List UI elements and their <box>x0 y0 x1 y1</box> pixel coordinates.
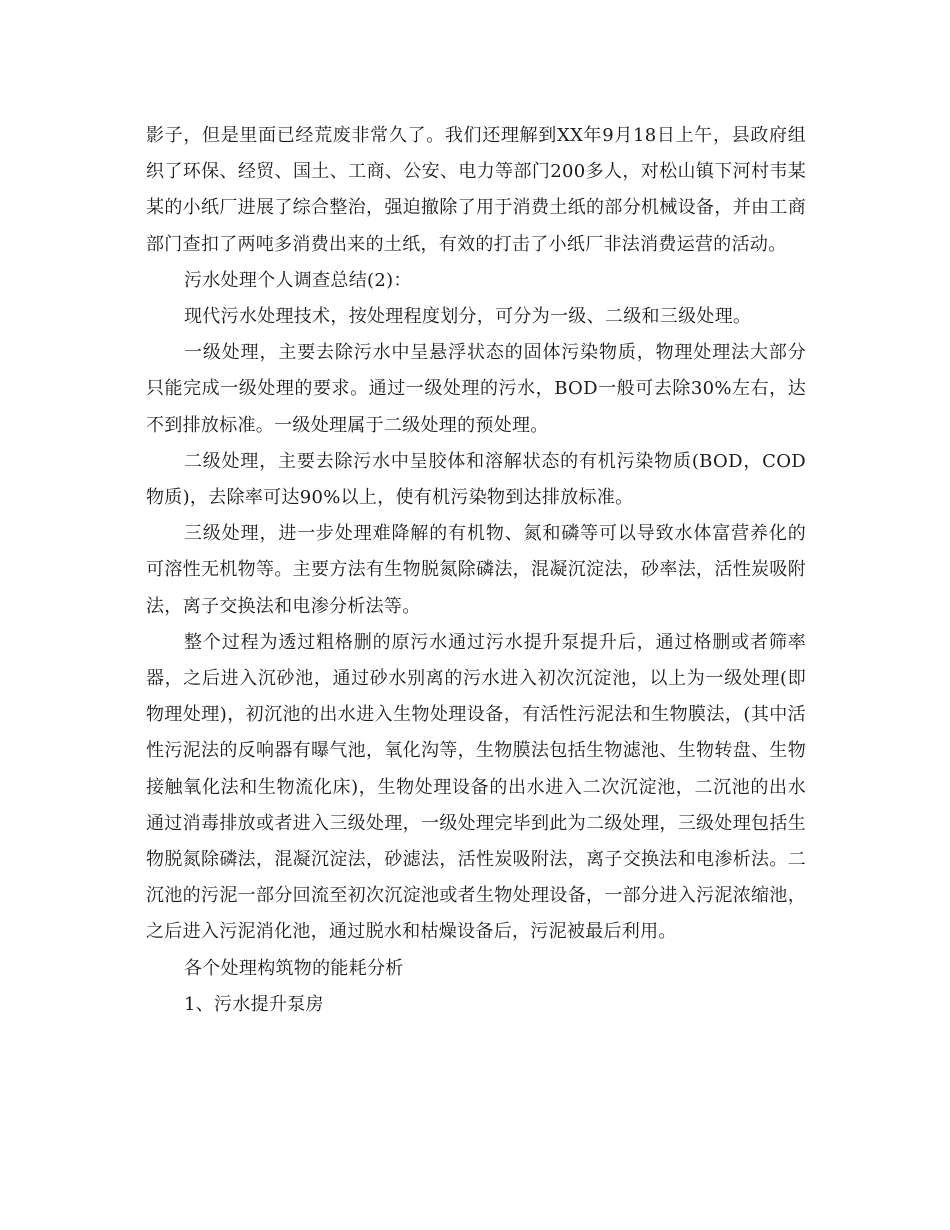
paragraph-primary-treatment: 一级处理，主要去除污水中呈悬浮状态的固体污染物质，物理处理法大部分只能完成一级处理的要求。通过一级处理的污水，BOD一般可去除30%左右，达不到排放标准。一级处理属于二级处理的预处理。 <box>146 342 806 436</box>
paragraph-secondary-treatment: 二级处理，主要去除污水中呈胶体和溶解状态的有机污染物质(BOD，COD物质)，去除率可达90%以上，使有机污染物到达排放标准。 <box>146 450 806 509</box>
paragraph-intro: 现代污水处理技术，按处理程度划分，可分为一级、二级和三级处理。 <box>184 306 752 328</box>
paragraph-tertiary-treatment: 三级处理，进一步处理难降解的有机物、氮和磷等可以导致水体富营养化的可溶性无机物等。主要方法有生物脱氮除磷法，混凝沉淀法，砂率法，活性炭吸附法，离子交换法和电渗分析法等。 <box>146 523 806 617</box>
section-heading: 污水处理个人调查总结(2)： <box>184 269 412 291</box>
subheading-pump-house: 1、污水提升泵房 <box>184 993 324 1015</box>
paragraph-continuation: 影子，但是里面已经荒废非常久了。我们还理解到XX年9月18日上午，县政府组织了环保、经贸、国土、工商、公安、电力等部门200多人，对松山镇下河村韦某某的小纸厂进展了综合整治，强迫撤除了用于消费土纸的部分机械设备，并由工商部门查扣了两吨多消费出来的土纸，有效的打击了小纸厂非法消费运营的活动。 <box>146 125 806 255</box>
paragraph-process-overview: 整个过程为透过粗格删的原污水通过污水提升泵提升后，通过格删或者筛率器，之后进入沉砂池，通过砂水别离的污水进入初次沉淀池，以上为一级处理(即物理处理)，初沉池的出水进入生物处理设备，有活性污泥法和生物膜法，(其中活性污泥法的反响器有曝气池，氧化沟等，生物膜法包括生物滤池、生物转盘、生物接触氧化法和生物流化床)，生物处理设备的出水进入二次沉淀池，二沉池的出水通过消毒排放或者进入三级处理，一级处理完毕到此为二级处理，三级处理包括生物脱氮除磷法，混凝沉淀法，砂滤法，活性炭吸附法，离子交换法和电渗析法。二沉池的污泥一部分回流至初次沉淀池或者生物处理设备，一部分进入污泥浓缩池，之后进入污泥消化池，通过脱水和枯燥设备后，污泥被最后利用。 <box>146 631 806 943</box>
subheading-energy-analysis: 各个处理构筑物的能耗分析 <box>184 957 404 979</box>
document-body <box>146 118 806 1023</box>
